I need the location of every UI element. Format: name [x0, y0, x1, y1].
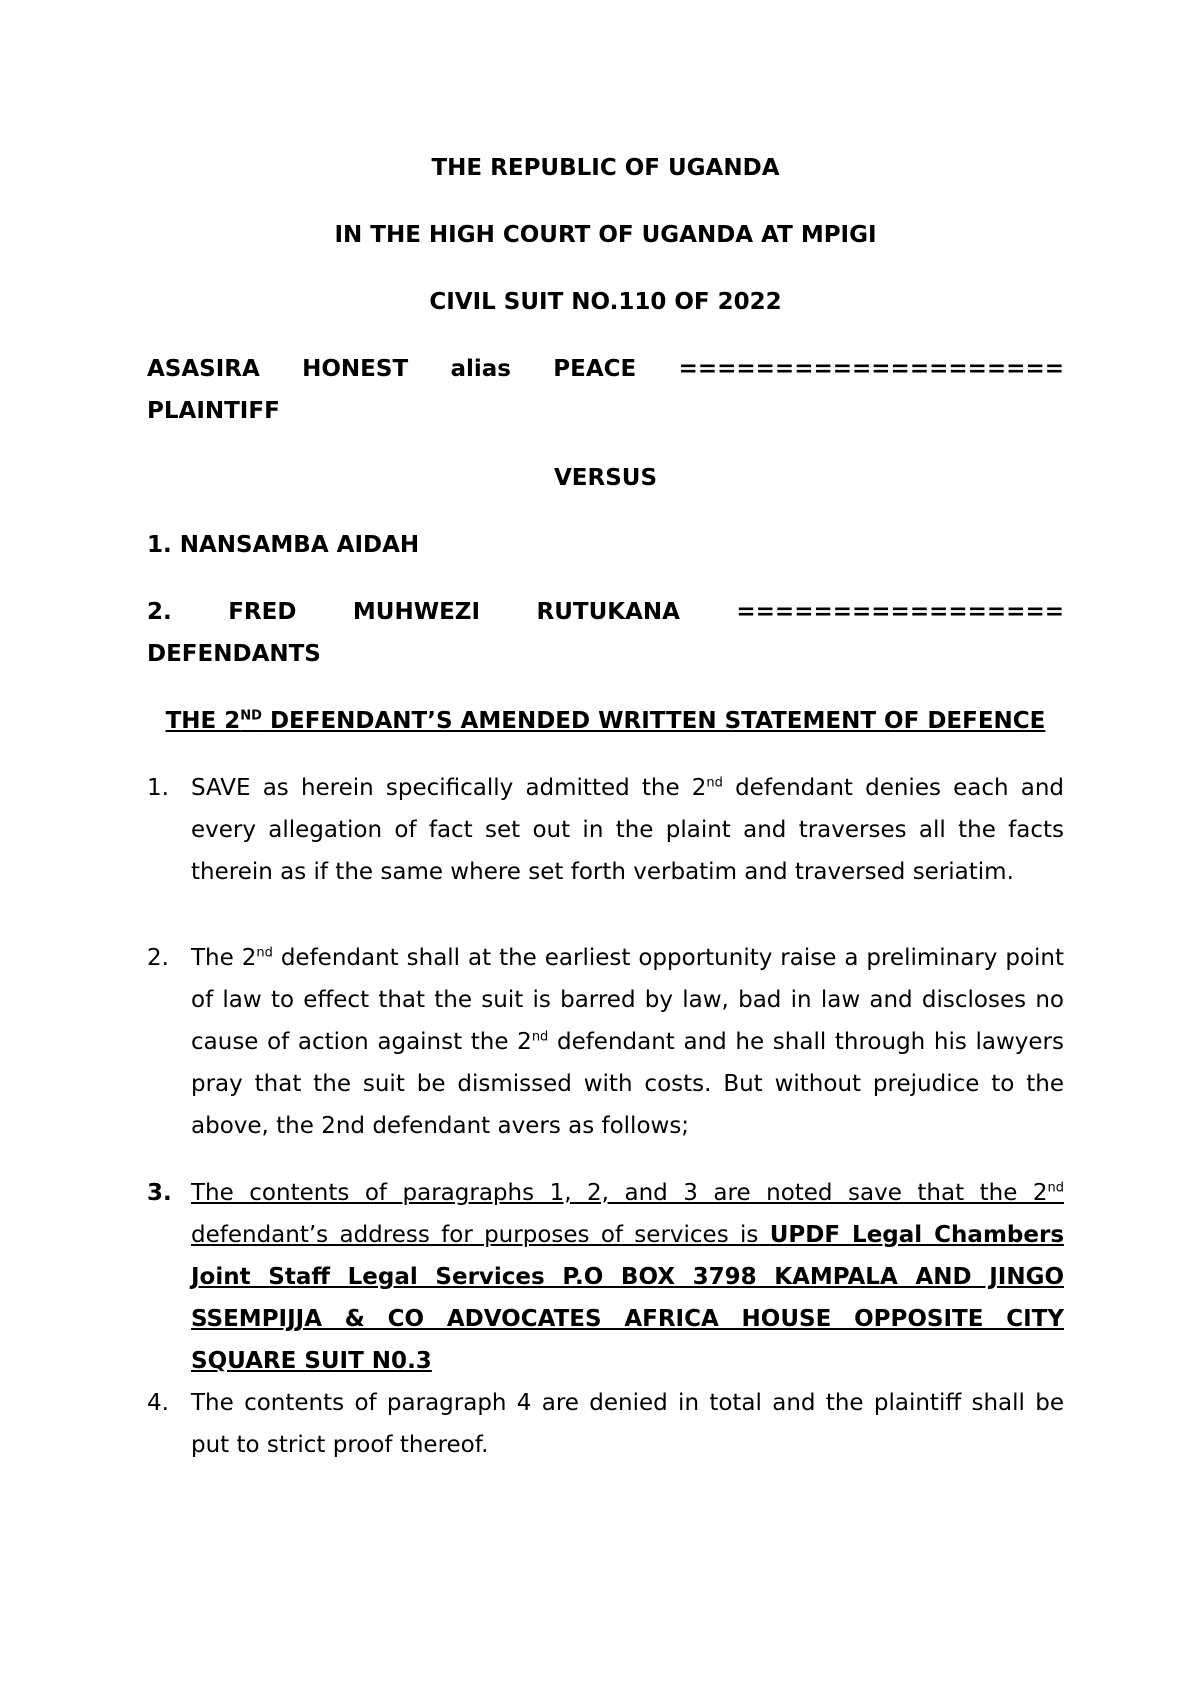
paragraph-number: 4.: [147, 1390, 169, 1416]
document-title: [147, 700, 1064, 742]
paragraph-text: defendant shall at the earliest opportunity raise a preliminary point of law to effect that the suit is barred by law, bad in law and discloses no cause of action against the 2: [191, 945, 1064, 1055]
defendants-role: DEFENDANTS: [147, 641, 321, 667]
second-defendant-name: 2. FRED MUHWEZI RUTUKANA =================: [147, 599, 1064, 625]
paragraph-4: [147, 1382, 1064, 1466]
title-pre: THE 2: [165, 708, 241, 734]
court-heading: IN THE HIGH COURT OF UGANDA AT MPIGI: [334, 222, 877, 248]
paragraph-3: [147, 1172, 1064, 1382]
paragraph-sup: nd: [706, 775, 723, 791]
paragraph-number: 1.: [147, 775, 169, 801]
paragraph-list: [147, 767, 1064, 1466]
address-text: UPDF Legal Chambers Joint Staff Legal Services P.O BOX 3798 KAMPALA AND JINGO SSEMPIJJA & CO ADVOCATES AFRICA HOUSE OPPOSITE CITY SQUARE SUIT N0.3: [191, 1222, 1065, 1374]
first-defendant: 1. NANSAMBA AIDAH: [147, 532, 420, 558]
paragraph-number: 3.: [147, 1180, 172, 1206]
paragraph-text: SAVE as herein specifically admitted the 2: [191, 775, 707, 801]
paragraph-text: defendant’s address for purposes of services is: [191, 1222, 770, 1248]
second-defendant-block: [147, 591, 1064, 675]
paragraph-text: The contents of paragraph 4 are denied in total and the plaintiff shall be put to strict proof thereof.: [191, 1390, 1064, 1458]
republic-heading: THE REPUBLIC OF UGANDA: [431, 155, 780, 181]
document-page: [147, 147, 1064, 1466]
plaintiff-block: [147, 348, 1064, 432]
paragraph-sup: nd: [1047, 1180, 1064, 1196]
paragraph-sup: nd: [256, 945, 273, 961]
paragraph-text: The contents of paragraphs 1, 2, and 3 are noted save that the 2: [191, 1180, 1048, 1206]
paragraph-sup: nd: [531, 1029, 549, 1045]
paragraph-body: [191, 1180, 1064, 1374]
paragraph-text: The 2: [191, 945, 257, 971]
title-sup: ND: [240, 708, 262, 724]
versus-label: VERSUS: [553, 465, 658, 491]
paragraph-1: [147, 767, 1064, 893]
paragraph-2: [147, 937, 1064, 1147]
suit-number: CIVIL SUIT NO.110 OF 2022: [429, 289, 782, 315]
plaintiff-role: PLAINTIFF: [147, 398, 280, 424]
title-post: DEFENDANT’S AMENDED WRITTEN STATEMENT OF DEFENCE: [261, 708, 1046, 734]
paragraph-number: 2.: [147, 945, 169, 971]
paragraph-text: defendant and he shall through his lawyers pray that the suit be dismissed with costs. But without prejudice to the above, the 2nd defendant avers as follows;: [191, 1029, 1064, 1139]
plaintiff-name: ASASIRA HONEST alias PEACE ====================: [147, 356, 1064, 382]
paragraph-text: defendant denies each and every allegation of fact set out in the plaint and traverses all the facts therein as if the same where set forth verbatim and traversed seriatim.: [191, 775, 1064, 885]
